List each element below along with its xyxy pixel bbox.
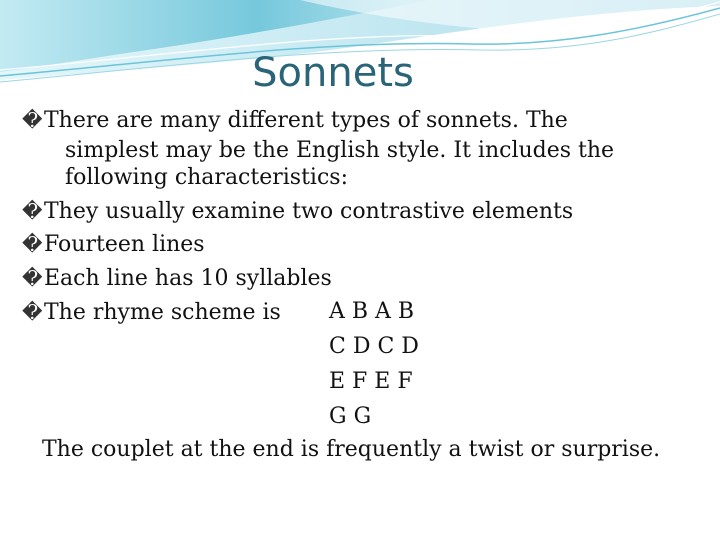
bullet-rhyme-scheme-text: The rhyme scheme is	[44, 300, 281, 325]
rhyme-line-1: A B A B	[329, 299, 415, 324]
bullet-glyph-icon: �	[22, 232, 43, 256]
bullet-glyph-icon: �	[22, 300, 43, 324]
bullet-glyph-icon: �	[22, 108, 43, 132]
closing-line: The couplet at the end is frequently a twist or surprise.	[42, 437, 661, 462]
rhyme-line-4: G G	[329, 404, 372, 429]
bullet-glyph-icon: �	[22, 266, 43, 290]
bullet-fourteen-lines	[22, 228, 205, 261]
bullet-contrastive-text: They usually examine two contrastive elements	[44, 199, 574, 224]
bullet-glyph-icon: �	[22, 199, 43, 223]
bullet-rhyme-scheme	[22, 296, 281, 329]
bullet-contrastive	[22, 195, 573, 228]
bullet-intro	[22, 104, 568, 137]
bullet-syllables	[22, 262, 332, 295]
slide-title: Sonnets	[252, 50, 414, 96]
bullet-fourteen-lines-text: Fourteen lines	[44, 232, 205, 257]
rhyme-line-3: E F E F	[329, 369, 413, 394]
intro-line-2: simplest may be the English style. It includes the	[65, 138, 615, 163]
bullet-syllables-text: Each line has 10 syllables	[44, 266, 332, 291]
rhyme-line-2: C D C D	[329, 334, 419, 359]
intro-line-3: following characteristics:	[65, 165, 348, 190]
intro-line-1: There are many different types of sonnets. The	[44, 108, 568, 133]
